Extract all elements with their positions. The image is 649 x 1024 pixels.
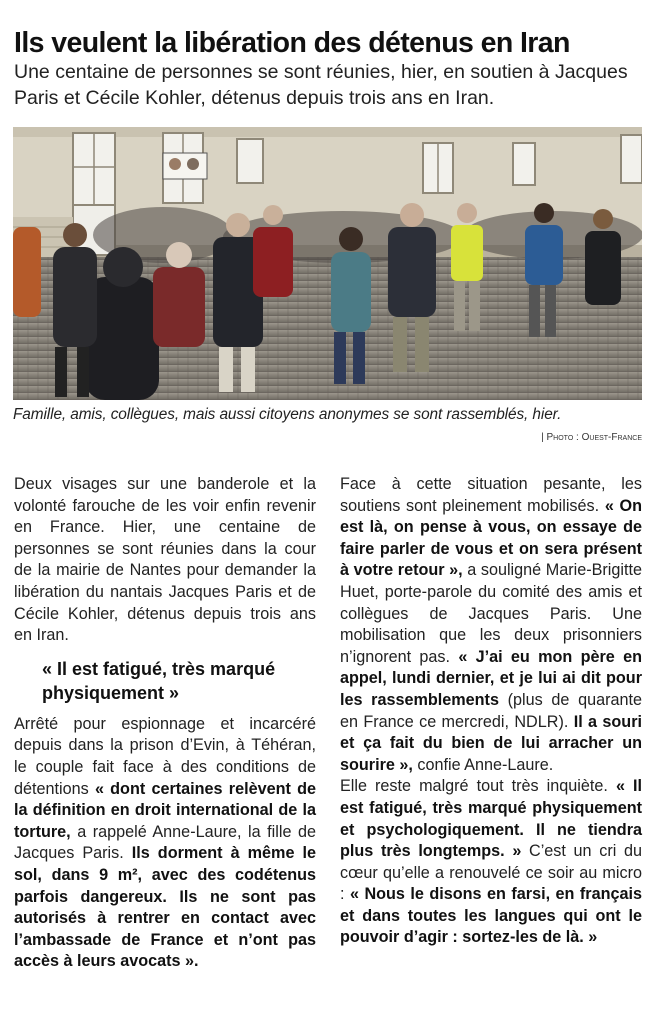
text-run: Elle reste malgré tout très inquiète.	[340, 777, 616, 796]
left-column	[14, 474, 316, 973]
text-run: C’est un cri du cœur qu’elle a renouvelé ce soir au micro :	[340, 842, 642, 904]
paragraph	[340, 474, 642, 776]
text-run: Face à cette situation pesante, les soutiens sont pleinement mobilisés.	[340, 475, 642, 515]
text-run: (plus de quarante en France ce mercredi, NDLR).	[340, 690, 642, 731]
photo-credit	[541, 432, 642, 443]
text-run: Arrêté pour espionnage et incarcéré depuis dans la prison d’Evin, à Téhéran, le couple fait face à des conditions de détentions	[14, 714, 316, 798]
credit-source: Ouest-France	[581, 432, 642, 443]
quote-run: Il a souri et ça fait du bien de lui arracher un sourire »,	[340, 712, 642, 774]
quote-run: « Nous le disons en farsi, en français et dans toutes les langues qui ont le pouvoir d’agir : sortez-les de là. »	[340, 885, 642, 947]
right-column	[340, 474, 642, 949]
text-run: confie Anne-Laure.	[412, 755, 554, 774]
paragraph: Deux visages sur une banderole et la volonté farouche de les voir enfin revenir en France. Hier, une centaine de personnes se sont réunies dans la cour de la mairie de Nantes pour demander la libération du nantais Jacques Paris et de Cécile Kohler, détenus depuis trois ans en Iran.	[14, 475, 316, 645]
quote-run: « Il est fatigué, très marqué physiquement et psychologiquement. Il ne tiendra plus très longtemps. »	[340, 777, 642, 861]
intertitle: « Il est fatigué, très marqué physiquement »	[42, 658, 276, 703]
text-run: a souligné Marie-Brigitte Huet, porte-parole du comité des amis et collègues de Jacques Paris. Une mobilisation que les deux prisonniers n’ignorent pas.	[340, 561, 642, 666]
quote-run: « J’ai eu mon père en appel, lundi dernier, et je lui ai dit pour les rassemblements	[340, 647, 642, 709]
standfirst: Une centaine de personnes se sont réunies, hier, en soutien à Jacques Paris et Cécile Kohler, détenus depuis trois ans en Iran.	[14, 61, 628, 109]
credit-label: Photo :	[546, 432, 579, 443]
credit-separator: |	[541, 432, 547, 443]
quote-run: « On est là, on pense à vous, on essaye de faire parler de vous et on sera présent à votre retour »,	[340, 496, 642, 580]
paragraph	[340, 776, 642, 949]
text-run: a rappelé Anne-Laure, la fille de Jacques Paris.	[14, 822, 316, 863]
photo-caption: Famille, amis, collègues, mais aussi citoyens anonymes se sont rassemblés, hier.	[13, 406, 562, 423]
headline: Ils veulent la libération des détenus en Iran	[14, 27, 570, 60]
quote-run: « dont certaines relèvent de la définition en droit international de la torture,	[14, 779, 316, 841]
article-photo	[13, 127, 642, 400]
paragraph	[14, 714, 316, 973]
quote-run: Ils dorment à même le sol, dans 9 m², avec des codétenus parfois dangereux. Ils ne sont pas autorisés à rentrer en contact avec l’ambassade de France et n’ont pas accès à leurs avocats ».	[14, 844, 316, 971]
crowd-photo-illustration	[13, 127, 642, 400]
